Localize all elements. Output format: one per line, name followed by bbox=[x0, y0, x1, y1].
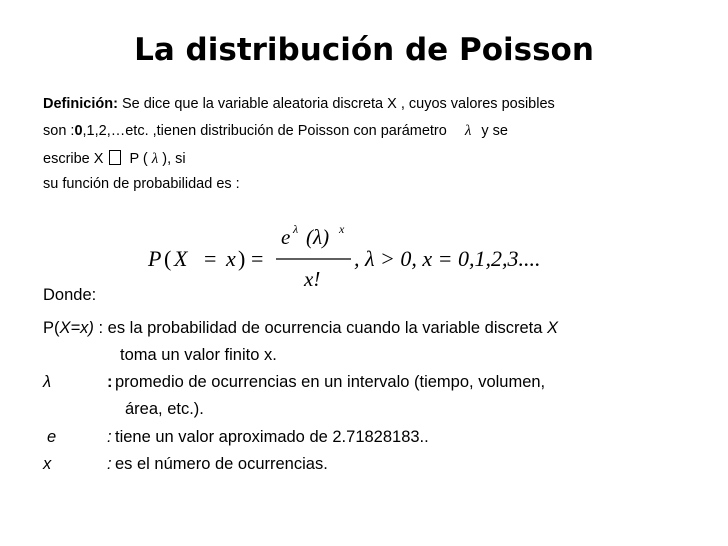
formula-P: P bbox=[148, 246, 162, 271]
definition-text-2b: ,1,2,…etc. ,tienen distribución de Poisson con parámetro bbox=[82, 123, 447, 139]
definition-line-4: su función de probabilidad es : bbox=[43, 176, 240, 192]
formula-conditions: , λ > 0, x = 0,1,2,3.... bbox=[354, 246, 541, 271]
slide-title: La distribución de Poisson bbox=[134, 32, 594, 68]
formula-den: x! bbox=[304, 267, 321, 290]
donde-p-sym-b: X=x) bbox=[59, 319, 94, 337]
donde-heading: Donde: bbox=[43, 286, 97, 304]
definition-line-1 bbox=[43, 96, 555, 112]
formula-eq: = bbox=[251, 246, 264, 271]
formula-lhs-eq: = bbox=[204, 246, 217, 271]
donde-p-continuation: toma un valor finito x. bbox=[120, 346, 277, 364]
donde-e-sym: e bbox=[47, 428, 57, 446]
poisson-formula bbox=[0, 210, 728, 290]
definition-text-3b: P ( bbox=[129, 151, 148, 167]
formula-x: x bbox=[226, 246, 236, 271]
definition-line-2 bbox=[43, 123, 508, 140]
donde-e-sep: : bbox=[107, 428, 112, 446]
lambda-symbol: λ bbox=[464, 123, 472, 139]
definition-text-3c: ), si bbox=[162, 151, 186, 167]
formula-num-x-sup: x bbox=[339, 222, 345, 236]
donde-e-text: tiene un valor aproximado de 2.71828183.. bbox=[115, 428, 429, 446]
definition-text-3a: escribe X bbox=[43, 151, 104, 167]
donde-p-sym-a: P( bbox=[43, 319, 60, 337]
donde-p-text: es la probabilidad de ocurrencia cuando la variable discreta bbox=[103, 319, 547, 337]
formula-num-e: e bbox=[281, 225, 291, 249]
donde-x-text: es el número de ocurrencias. bbox=[115, 455, 328, 473]
definition-text-2c: y se bbox=[481, 123, 508, 139]
definition-text-2a: son : bbox=[43, 123, 75, 139]
definition-label: Definición: bbox=[43, 96, 118, 112]
donde-lambda-sep: : bbox=[107, 373, 113, 391]
definition-zero: 0 bbox=[74, 123, 83, 139]
lambda-symbol-2: λ bbox=[151, 151, 159, 167]
donde-x-sym: x bbox=[43, 455, 52, 473]
formula-num-paren-lambda: (λ) bbox=[306, 225, 330, 249]
formula-lhs-close: ) bbox=[238, 246, 246, 271]
definition-line-3 bbox=[43, 150, 186, 168]
distributed-as-box-icon bbox=[109, 150, 121, 165]
donde-row-p bbox=[43, 319, 558, 338]
formula-svg bbox=[0, 210, 728, 290]
formula-num-lambda-sup: λ bbox=[293, 222, 299, 236]
donde-x-sep: : bbox=[107, 455, 112, 473]
donde-lambda-sym: λ bbox=[43, 373, 52, 391]
formula-X: X bbox=[174, 246, 188, 271]
donde-p-text-end: X bbox=[547, 319, 559, 337]
formula-lhs-open: ( bbox=[164, 246, 172, 271]
donde-lambda-continuation: área, etc.). bbox=[125, 400, 204, 418]
donde-lambda-text: promedio de ocurrencias en un intervalo (tiempo, volumen, bbox=[115, 373, 546, 391]
definition-text-1: Se dice que la variable aleatoria discreta X , cuyos valores posibles bbox=[117, 96, 555, 112]
donde-p-sep: : bbox=[93, 319, 104, 337]
